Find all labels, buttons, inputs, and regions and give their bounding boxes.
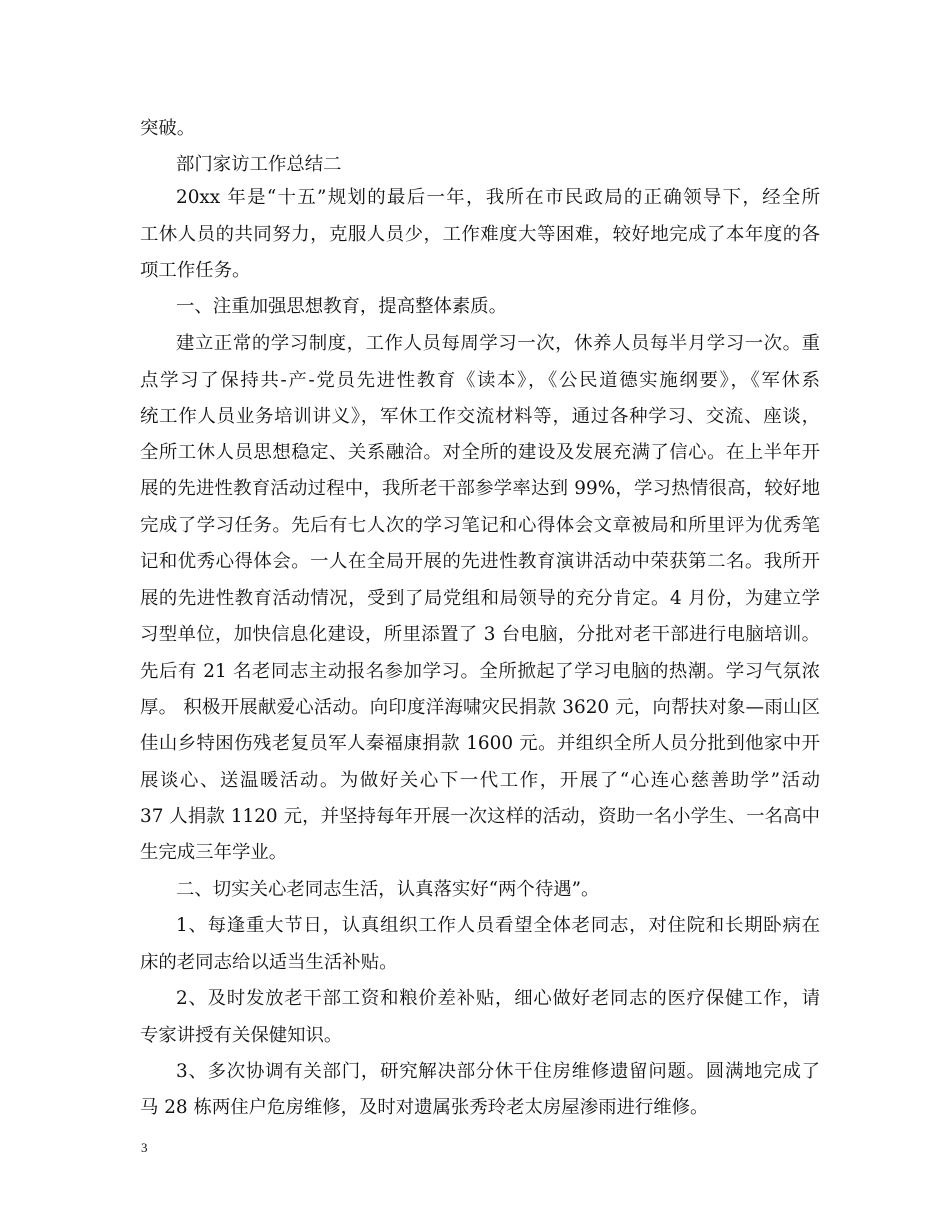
text-line: 厚。 积极开展献爱心活动。向印度洋海啸灾民捐款 3620 元，向帮扶对象—雨山区 bbox=[140, 697, 820, 718]
text-line: 突破。 bbox=[140, 118, 196, 139]
text-line: 点学习了保持共-产-党员先进性教育《读本》，《公民道德实施纲要》，《军休系 bbox=[140, 370, 820, 391]
text-line: 展的先进性教育活动过程中，我所老干部参学率达到 99%，学习热情很高，较好地 bbox=[140, 478, 820, 499]
text-line: 完成了学习任务。先后有七人次的学习笔记和心得体会文章被局和所里评为优秀笔 bbox=[140, 515, 820, 536]
page-number: 3 bbox=[141, 1140, 148, 1155]
text-line: 先后有 21 名老同志主动报名参加学习。全所掀起了学习电脑的热潮。学习气氛浓 bbox=[140, 661, 820, 682]
text-line: 统工作人员业务培训讲义》，军休工作交流材料等，通过各种学习、交流、座谈， bbox=[140, 406, 820, 427]
subsection-heading: 二、切实关心老同志生活，认真落实好“两个待遇”。 bbox=[176, 879, 600, 900]
text-line: 记和优秀心得体会。一人在全局开展的先进性教育演讲活动中荣获第二名。我所开 bbox=[140, 551, 820, 572]
text-line: 佳山乡特困伤残老复员军人秦福康捐款 1600 元。并组织全所人员分批到他家中开 bbox=[140, 733, 820, 754]
text-line: 3、多次协调有关部门，研究解决部分休干住房维修遗留问题。圆满地完成了 bbox=[176, 1061, 820, 1082]
text-line: 展的先进性教育活动情况，受到了局党组和局领导的充分肯定。4 月份，为建立学 bbox=[140, 588, 820, 609]
text-line: 项工作任务。 bbox=[140, 260, 251, 281]
text-line: 习型单位，加快信息化建设，所里添置了 3 台电脑，分批对老干部进行电脑培训。 bbox=[140, 624, 820, 645]
text-line: 生完成三年学业。 bbox=[140, 842, 288, 863]
text-line: 展谈心、送温暖活动。为做好关心下一代工作，开展了“心连心慈善助学”活动 bbox=[140, 770, 820, 791]
section-heading: 部门家访工作总结二 bbox=[176, 154, 342, 175]
subsection-heading: 一、注重加强思想教育，提高整体素质。 bbox=[176, 296, 508, 317]
text-line: 建立正常的学习制度，工作人员每周学习一次，休养人员每半月学习一次。重 bbox=[176, 333, 820, 354]
text-line: 37 人捐款 1120 元，并坚持每年开展一次这样的活动，资助一名小学生、一名高中 bbox=[140, 806, 820, 827]
text-line: 工休人员的共同努力，克服人员少，工作难度大等困难，较好地完成了本年度的各 bbox=[140, 224, 820, 245]
text-line: 2、及时发放老干部工资和粮价差补贴，细心做好老同志的医疗保健工作，请 bbox=[176, 988, 820, 1009]
text-line: 20xx 年是“十五”规划的最后一年，我所在市民政局的正确领导下，经全所 bbox=[176, 187, 820, 208]
text-line: 马 28 栋两住户危房维修，及时对遗属张秀玲老太房屋渗雨进行维修。 bbox=[140, 1097, 709, 1118]
text-line: 专家讲授有关保健知识。 bbox=[140, 1025, 343, 1046]
text-line: 床的老同志给以适当生活补贴。 bbox=[140, 952, 398, 973]
text-line: 1、每逢重大节日，认真组织工作人员看望全体老同志，对住院和长期卧病在 bbox=[176, 915, 820, 936]
text-line: 全所工休人员思想稳定、关系融洽。对全所的建设及发展充满了信心。在上半年开 bbox=[140, 442, 820, 463]
